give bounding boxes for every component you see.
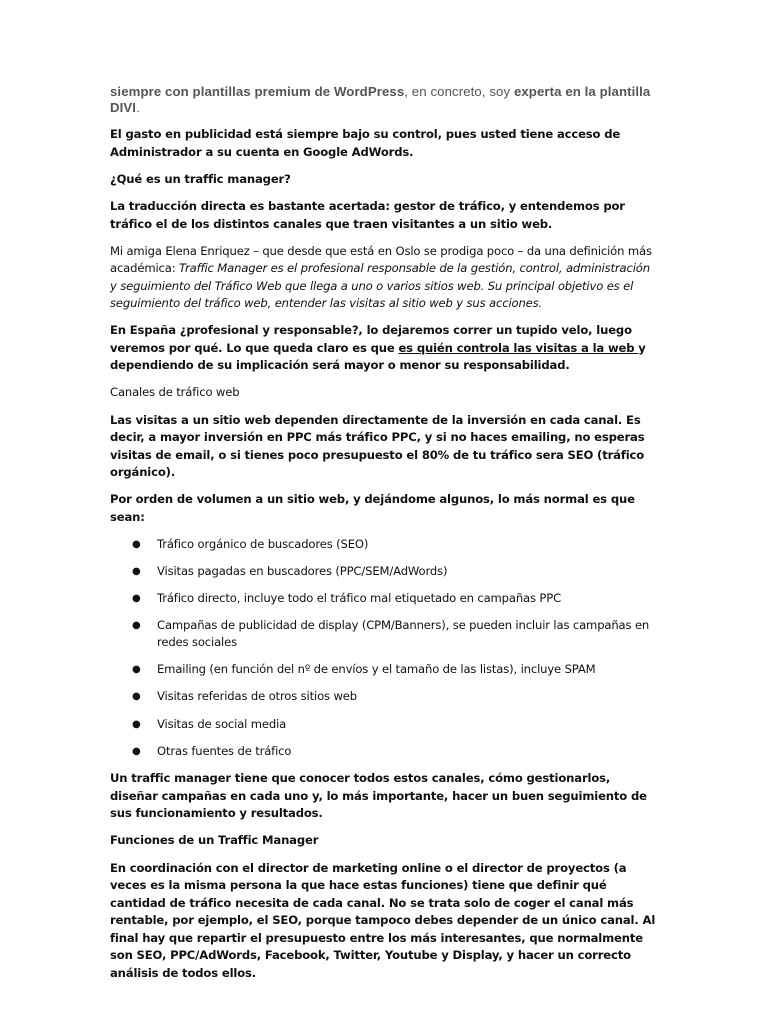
intro-text-1: , en concreto, soy [404,84,514,99]
paragraph-coordinacion: En coordinación con el director de marketing online o el director de proyectos (a veces es la misma persona la que hace estas funciones) tiene que definir qué cantidad de tráfico necesita de cada canal. No se trata solo de coger el canal más rentable, por ejemplo, el SEO, porque tampoco debes depender de un único canal. Al final hay que repartir el presupuesto entre los más interesantes, que normalmente son SEO, PPC/AdWords, Facebook, Twitter, Youtube y Display, y hacer un correcto análisis de todos ellos. [110,860,656,980]
bullet-icon: ● [132,664,141,676]
list-item [110,716,658,734]
list-item-text: Tráfico directo, incluye todo el tráfico mal etiquetado en campañas PPC [157,590,562,605]
list-item-text: Visitas de social media [157,716,287,731]
list-item-text: Tráfico orgánico de buscadores (SEO) [157,536,369,551]
list-item-text: Campañas de publicidad de display (CPM/Banners), se pueden incluir las campañas en redes sociales [157,617,650,650]
heading-canales: Canales de tráfico web [110,385,240,399]
paragraph-traffic-manager: Un traffic manager tiene que conocer todos estos canales, cómo gestionarlos, diseñar campañas en cada uno y, lo más importante, hacer un buen seguimiento de sus funcionamiento y resultados. [110,771,647,821]
list-item-text: Emailing (en función del nº de envíos y el tamaño de las listas), incluye SPAM [157,662,596,677]
heading-que-es: ¿Qué es un traffic manager? [110,171,291,186]
intro-bold-1: siempre con plantillas premium de WordPress [110,84,405,99]
paragraph-gasto: El gasto en publicidad está siempre bajo su control, pues usted tiene acceso de Administrador a su cuenta en Google AdWords. [110,127,621,159]
bullet-icon: ● [132,619,141,631]
list-item [110,661,658,679]
paragraph-traduccion: La traducción directa es bastante acertada: gestor de tráfico, y entendemos por tráfico el de los distintos canales que traen visitantes a un sitio web. [110,199,625,231]
traffic-sources-list [110,536,658,761]
list-item [110,688,658,706]
bullet-icon: ● [132,592,141,604]
list-item-text: Visitas pagadas en buscadores (PPC/SEM/AdWords) [157,563,448,578]
paragraph-amiga [110,243,658,313]
list-item [110,563,658,581]
paragraph-espana [110,322,658,375]
bullet-icon: ● [132,565,141,577]
paragraph-visitas: Las visitas a un sitio web dependen directamente de la inversión en cada canal. Es decir, a mayor inversión en PPC más tráfico PPC, y si no haces emailing, no esperas visitas de email, o si tienes poco presupuesto el 80% de tu tráfico sera SEO (tráfico orgánico). [110,412,645,479]
bullet-icon: ● [132,538,141,550]
intro-bold-2: experta en la plantilla DIVI [110,84,651,115]
list-item [110,743,658,761]
heading-funciones: Funciones de un Traffic Manager [110,833,319,848]
intro-text-2: . [136,100,140,115]
list-item [110,536,658,554]
list-item-text: Visitas referidas de otros sitios web [157,689,357,704]
amiga-text: Mi amiga Elena Enriquez – que desde que está en Oslo se prodiga poco – da una definición más académica: [110,243,652,275]
espana-underlined: es quién controla las visitas a la web [398,340,639,355]
espana-text-2: y dependiendo de su implicación será mayor o menor su responsabilidad. [110,340,646,372]
amiga-definition: Traffic Manager es el profesional responsable de la gestión, control, administración y seguimiento del Tráfico Web que llega a uno o varios sitios web. Su principal objetivo es el seguimiento del tráfico web, entender las visitas al sitio web y sus acciones. [110,261,650,310]
list-item [110,617,658,652]
bullet-icon: ● [132,691,141,703]
bullet-icon: ● [132,718,141,730]
list-item [110,590,658,608]
paragraph-orden: Por orden de volumen a un sitio web, y dejándome algunos, lo más normal es que sean: [110,492,635,524]
list-item-text: Otras fuentes de tráfico [157,743,292,758]
bullet-icon: ● [132,745,141,757]
intro-paragraph [110,84,658,116]
espana-text-1: En España ¿profesional y responsable?, lo dejaremos correr un tupido velo, luego veremos por qué. Lo que queda claro es que [110,323,632,355]
